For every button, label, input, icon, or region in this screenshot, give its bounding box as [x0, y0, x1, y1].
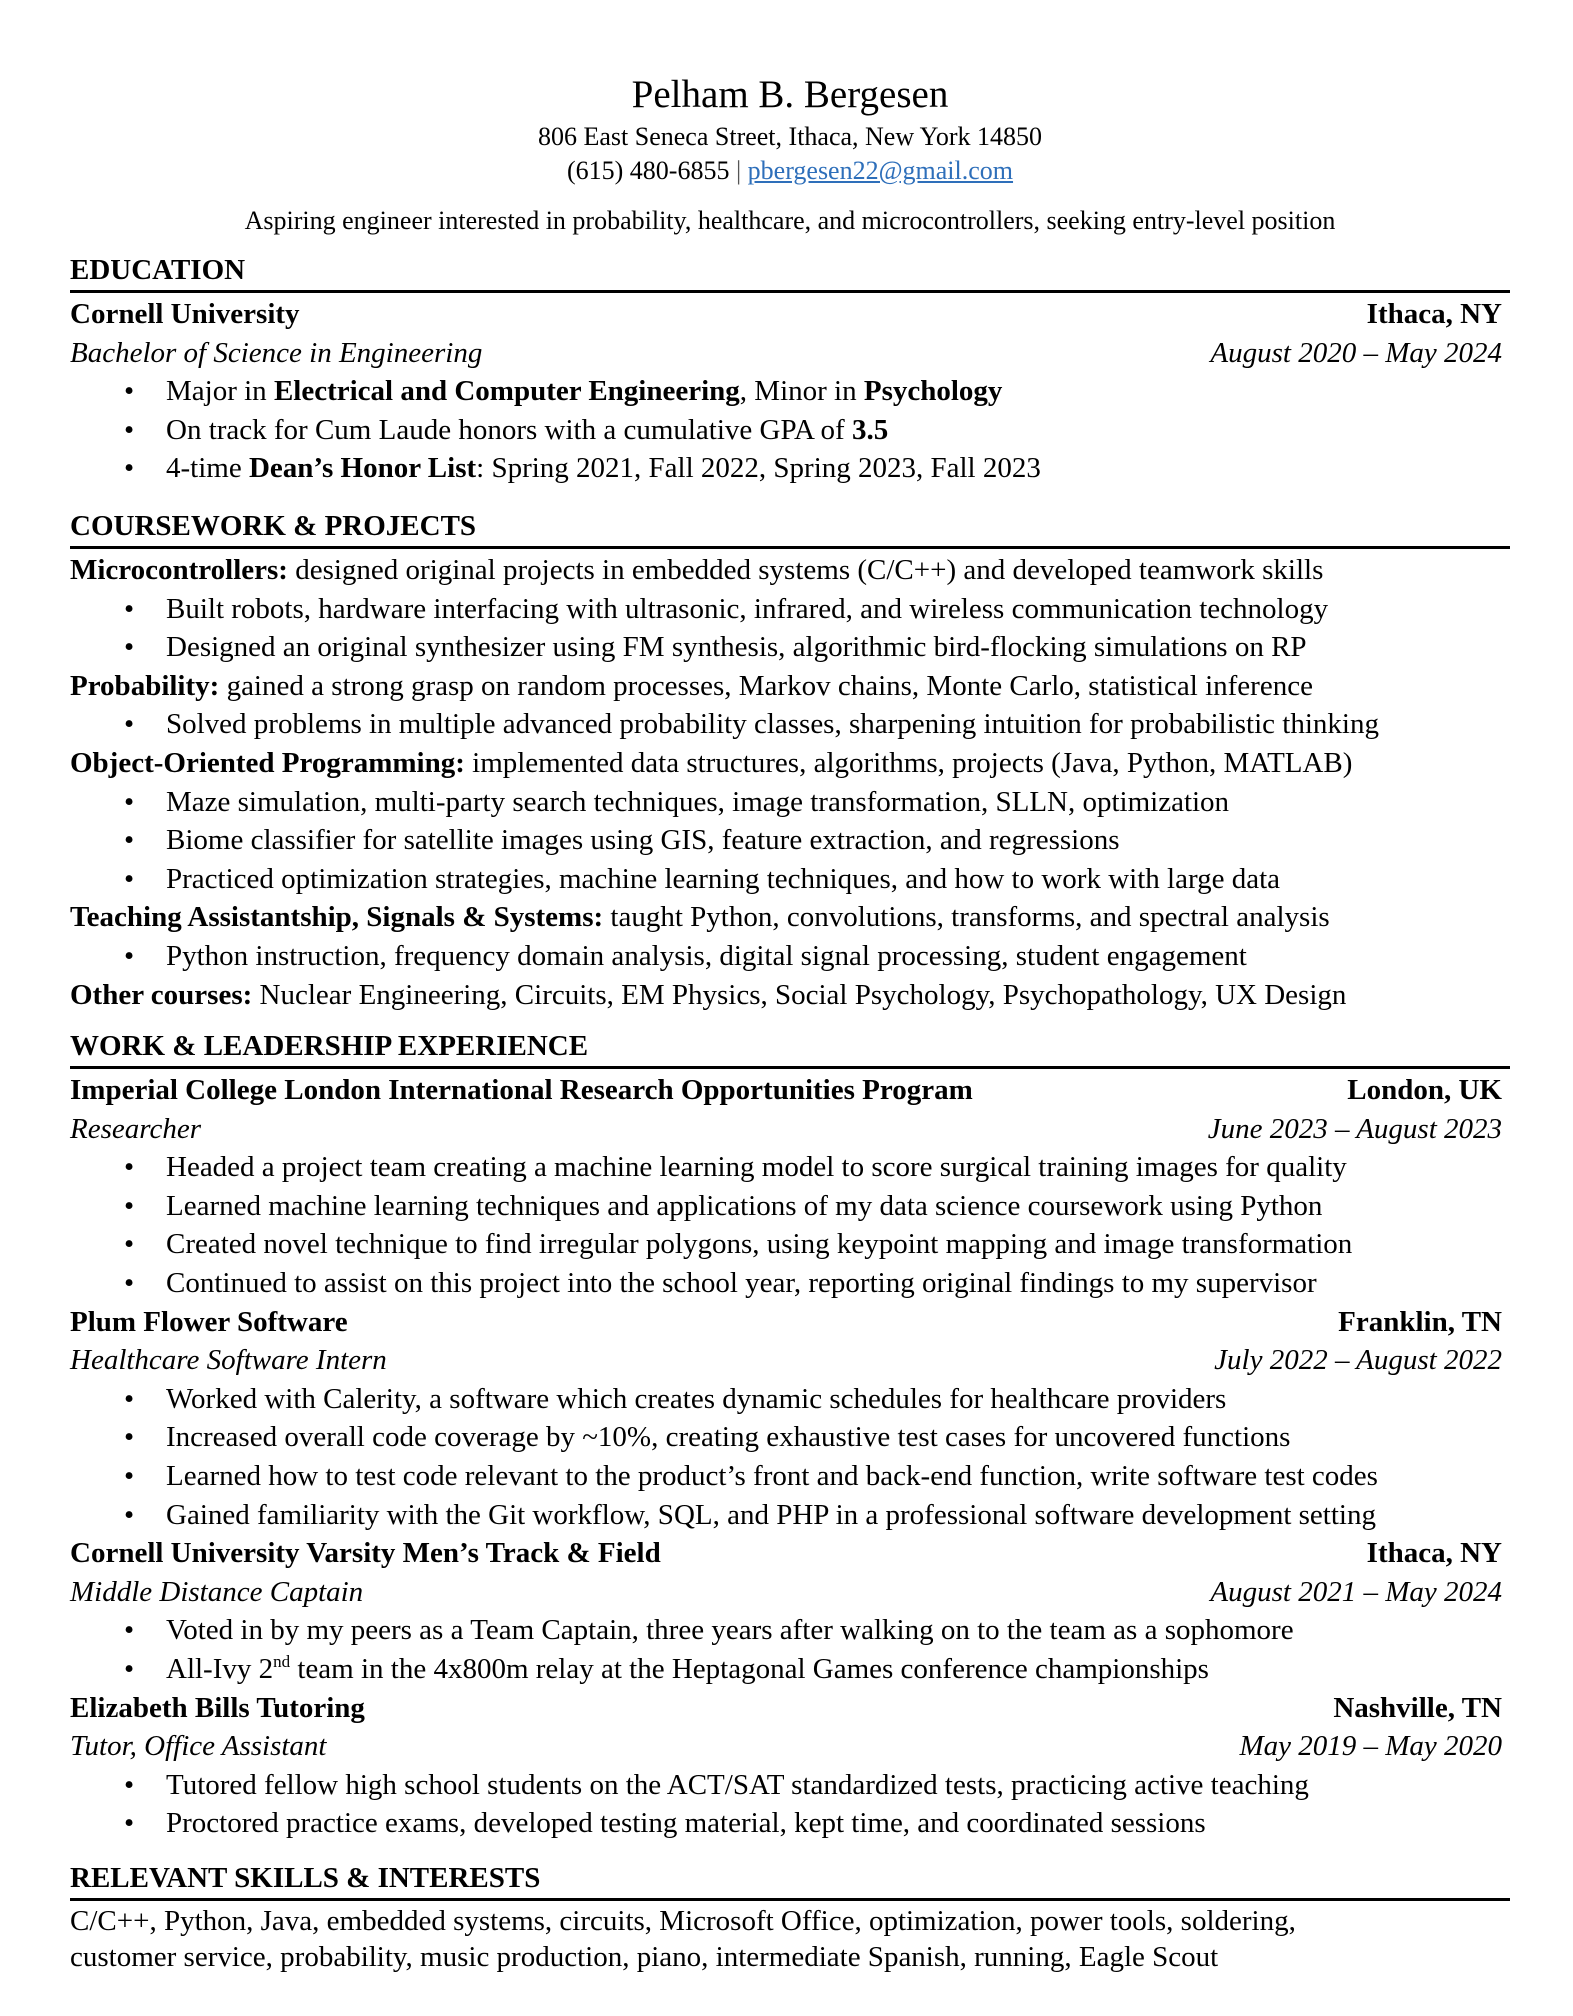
bullet-text: Tutored fellow high school students on the ACT/SAT standardized tests, practicing active teaching	[166, 1768, 1309, 1801]
job-header-row	[70, 1534, 1510, 1573]
bullet-text: Learned machine learning techniques and applications of my data science coursework using Python	[166, 1189, 1323, 1222]
bullet-text: Created novel technique to find irregular polygons, using keypoint mapping and image transformation	[166, 1228, 1353, 1261]
bullet-icon: •	[124, 452, 135, 485]
course-description: implemented data structures, algorithms, projects (Java, Python, MATLAB)	[464, 746, 1353, 779]
skills-line: customer service, probability, music production, piano, intermediate Spanish, running, Eagle Scout	[70, 1941, 1219, 1973]
bullet-text: Headed a project team creating a machine learning model to score surgical training images for quality	[166, 1151, 1347, 1184]
job-location: Franklin, TN	[1338, 1305, 1502, 1338]
bold-text: Electrical and Computer Engineering	[273, 375, 740, 408]
bold-text: Dean’s Honor List	[248, 452, 477, 485]
job-role: Researcher	[70, 1112, 201, 1145]
bullet-item	[70, 590, 1510, 629]
job-organization: Imperial College London International Research Opportunities Program	[70, 1074, 973, 1106]
bullet-icon: •	[124, 1228, 135, 1261]
bullet-item	[70, 628, 1510, 667]
coursework-body	[70, 551, 1510, 1014]
course-description: taught Python, convolutions, transforms, and spectral analysis	[603, 901, 1330, 934]
section-divider	[70, 290, 1510, 293]
bullet-icon: •	[124, 1459, 135, 1492]
education-bullets	[70, 372, 1510, 488]
bold-text: 3.5	[851, 413, 889, 446]
bullet-text: Maze simulation, multi-party search techniques, image transformation, SLLN, optimization	[166, 785, 1230, 818]
ordinal-suffix: nd	[273, 1651, 291, 1671]
bullet-item	[70, 937, 1510, 976]
bullet-icon: •	[124, 1768, 135, 1801]
bullet-text: Learned how to test code relevant to the product’s front and back-end function, write software test codes	[166, 1459, 1378, 1492]
section-divider	[70, 546, 1510, 549]
course-description: designed original projects in embedded systems (C/C++) and developed teamwork skills	[287, 554, 1324, 586]
bullet-icon: •	[124, 1421, 135, 1454]
bullet-item	[70, 1766, 1510, 1805]
bullet-icon: •	[124, 708, 135, 741]
job-header-row	[70, 1071, 1510, 1110]
bullet-item	[70, 783, 1510, 822]
contact-line	[70, 154, 1510, 188]
candidate-name: Pelham B. Bergesen	[631, 73, 949, 116]
degree: Bachelor of Science in Engineering	[70, 336, 483, 369]
bullet-icon: •	[124, 1189, 135, 1222]
bullet-icon: •	[124, 939, 135, 972]
bullet-icon: •	[124, 1382, 135, 1415]
skills-line: C/C++, Python, Java, embedded systems, circuits, Microsoft Office, optimization, power tools, soldering,	[70, 1905, 1296, 1937]
course-group-heading	[70, 551, 1510, 590]
bullet-icon: •	[124, 1807, 135, 1840]
experience-body	[70, 1071, 1510, 1843]
job-dates: August 2021 – May 2024	[1210, 1575, 1502, 1608]
bullet-item	[70, 1225, 1510, 1264]
course-group-heading	[70, 744, 1510, 783]
text: , Minor in	[739, 375, 864, 408]
coursework-section	[70, 508, 1510, 1014]
section-heading-coursework: COURSEWORK & PROJECTS	[70, 510, 477, 542]
text: 4-time	[166, 452, 249, 485]
bullet-icon: •	[124, 592, 135, 625]
bullet-icon: •	[124, 631, 135, 664]
section-divider	[70, 1066, 1510, 1069]
bullet-icon: •	[124, 1266, 135, 1299]
phone-number: (615) 480-6855	[566, 156, 730, 185]
address: 806 East Seneca Street, Ithaca, New York 14850	[538, 122, 1042, 151]
bullet-text: Worked with Calerity, a software which creates dynamic schedules for healthcare providers	[166, 1382, 1227, 1415]
bullet-item	[70, 1457, 1510, 1496]
bullet-item	[70, 705, 1510, 744]
bullet-text: Practiced optimization strategies, machine learning techniques, and how to work with large data	[166, 862, 1281, 895]
job-organization: Plum Flower Software	[70, 1305, 348, 1338]
skills-section	[70, 1860, 1510, 1975]
section-heading-skills: RELEVANT SKILLS & INTERESTS	[70, 1862, 541, 1894]
course-description: gained a strong grasp on random processes, Markov chains, Monte Carlo, statistical inference	[219, 669, 1313, 702]
job-dates: June 2023 – August 2023	[1207, 1112, 1502, 1145]
job-location: Ithaca, NY	[1366, 1537, 1502, 1570]
school-name: Cornell University	[70, 298, 300, 330]
objective-statement: Aspiring engineer interested in probability, healthcare, and microcontrollers, seeking entry-level position	[244, 206, 1336, 235]
bullet-item	[70, 1264, 1510, 1303]
text: On track for Cum Laude honors with a cumulative GPA of	[166, 413, 852, 446]
course-label: Microcontrollers:	[70, 554, 288, 586]
bullet-icon: •	[124, 824, 135, 857]
bullet-text	[166, 414, 888, 446]
course-group-heading	[70, 898, 1510, 937]
bold-text: Psychology	[863, 375, 1003, 408]
bullet-icon: •	[124, 785, 135, 818]
bullet-icon: •	[124, 1652, 135, 1685]
bullet-item	[70, 1496, 1510, 1535]
bullet-item	[70, 860, 1510, 899]
bullet-item	[70, 1418, 1510, 1457]
bullet-text: Python instruction, frequency domain analysis, digital signal processing, student engagement	[166, 939, 1247, 972]
bullet-text: Gained familiarity with the Git workflow, SQL, and PHP in a professional software development setting	[166, 1498, 1376, 1531]
bullet-text	[166, 375, 1002, 407]
bullet-text: All-Ivy 2nd team in the 4x800m relay at the Heptagonal Games conference championships	[166, 1651, 1209, 1685]
school-location: Ithaca, NY	[1366, 298, 1502, 330]
course-label: Teaching Assistantship, Signals & Systems:	[70, 901, 604, 934]
education-header-row	[70, 295, 1510, 334]
contact-separator: |	[735, 156, 742, 185]
bullet-icon: •	[124, 1614, 135, 1647]
bullet-text: Biome classifier for satellite images using GIS, feature extraction, and regressions	[166, 824, 1120, 857]
education-section	[70, 252, 1510, 488]
course-label: Probability:	[70, 669, 220, 702]
job-organization: Elizabeth Bills Tutoring	[70, 1691, 365, 1724]
bullet-text: Solved problems in multiple advanced probability classes, sharpening intuition for probabilistic thinking	[166, 708, 1379, 741]
bullet-icon: •	[124, 1498, 135, 1531]
bullet-icon: •	[124, 1151, 135, 1184]
job-role: Tutor, Office Assistant	[70, 1730, 327, 1763]
bullet-icon: •	[124, 862, 135, 895]
bullet-item	[70, 1650, 1510, 1689]
education-degree-row	[70, 334, 1510, 373]
job-header-row	[70, 1689, 1510, 1728]
section-heading-experience: WORK & LEADERSHIP EXPERIENCE	[70, 1030, 589, 1062]
education-dates: August 2020 – May 2024	[1210, 336, 1502, 369]
bullet-text	[166, 452, 1041, 484]
bullet-text: Designed an original synthesizer using FM synthesis, algorithmic bird-flocking simulations on RP	[166, 631, 1307, 664]
bullet-text: Proctored practice exams, developed testing material, kept time, and coordinated sessions	[166, 1807, 1206, 1840]
text: Major in	[166, 375, 274, 408]
bullet-item	[70, 372, 1510, 411]
bullet-text: Increased overall code coverage by ~10%, creating exhaustive test cases for uncovered functions	[166, 1421, 1291, 1454]
bullet-text: Voted in by my peers as a Team Captain, three years after walking on to the team as a sophomore	[166, 1614, 1294, 1647]
job-role-row	[70, 1573, 1510, 1612]
job-organization: Cornell University Varsity Men’s Track & Field	[70, 1537, 661, 1570]
course-group-heading	[70, 667, 1510, 706]
section-heading-education: EDUCATION	[70, 254, 246, 286]
text: : Spring 2021, Fall 2022, Spring 2023, Fall 2023	[476, 452, 1041, 485]
job-dates: May 2019 – May 2020	[1239, 1730, 1502, 1763]
bullet-item	[70, 1804, 1510, 1843]
bullet-item	[70, 1148, 1510, 1187]
section-divider	[70, 1898, 1510, 1901]
course-description: Nuclear Engineering, Circuits, EM Physics, Social Psychology, Psychopathology, UX Design	[252, 978, 1347, 1011]
job-header-row	[70, 1303, 1510, 1342]
bullet-item	[70, 411, 1510, 450]
email-link[interactable]: pbergesen22@gmail.com	[747, 156, 1014, 185]
job-role-row	[70, 1110, 1510, 1149]
job-dates: July 2022 – August 2022	[1214, 1344, 1502, 1377]
job-location: London, UK	[1347, 1074, 1502, 1106]
bullet-item	[70, 1380, 1510, 1419]
bullet-item	[70, 821, 1510, 860]
job-role-row	[70, 1727, 1510, 1766]
job-role: Healthcare Software Intern	[70, 1344, 387, 1377]
job-location: Nashville, TN	[1333, 1691, 1502, 1724]
bullet-text: Continued to assist on this project into the school year, reporting original findings to my supervisor	[166, 1266, 1317, 1299]
course-label: Other courses:	[70, 978, 253, 1011]
bullet-item	[70, 1187, 1510, 1226]
course-group-heading	[70, 976, 1510, 1015]
bullet-text: Built robots, hardware interfacing with ultrasonic, infrared, and wireless communication technology	[166, 592, 1329, 625]
bullet-item	[70, 449, 1510, 488]
experience-section	[70, 1028, 1510, 1843]
bullet-icon: •	[124, 375, 135, 408]
course-label: Object-Oriented Programming:	[70, 746, 465, 779]
bullet-item	[70, 1611, 1510, 1650]
job-role-row	[70, 1341, 1510, 1380]
job-role: Middle Distance Captain	[70, 1575, 364, 1608]
bullet-icon: •	[124, 413, 135, 446]
